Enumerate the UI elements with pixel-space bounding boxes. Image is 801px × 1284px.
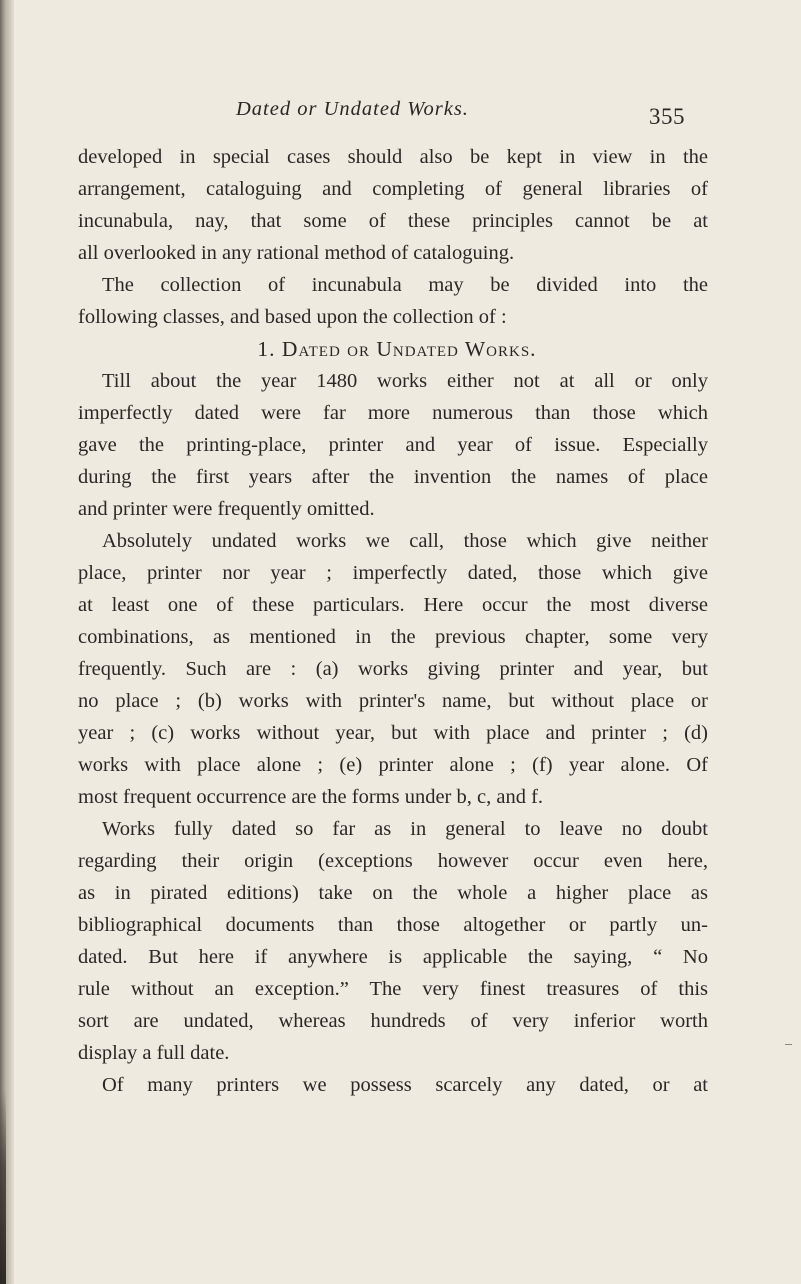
running-head bbox=[0, 98, 801, 128]
text-line: sort are undated, whereas hundreds of very inferior worth bbox=[78, 1010, 708, 1032]
page-number: 355 bbox=[649, 104, 685, 129]
text-line: all overlooked in any rational method of cataloguing. bbox=[78, 242, 515, 264]
text-line: and printer were frequently omitted. bbox=[78, 498, 375, 520]
paragraph-dating-history bbox=[78, 365, 708, 525]
text-line: Of many printers we possess scarcely any dated, or at bbox=[102, 1074, 708, 1096]
running-title: Dated or Undated Works. bbox=[236, 98, 469, 120]
text-line: place, printer nor year ; imperfectly dated, those which give bbox=[78, 562, 708, 584]
text-line: following classes, and based upon the collection of : bbox=[78, 306, 507, 328]
text-line: combinations, as mentioned in the previous chapter, some very bbox=[78, 626, 708, 648]
text-line: gave the printing-place, printer and year of issue. Especially bbox=[78, 434, 708, 456]
margin-mark bbox=[785, 1044, 792, 1045]
paragraph-undated-definitions bbox=[78, 525, 708, 813]
text-line: developed in special cases should also be kept in view in the bbox=[78, 146, 708, 168]
text-line: rule without an exception.” The very finest treasures of this bbox=[78, 978, 708, 1000]
text-line: at least one of these particulars. Here occur the most diverse bbox=[78, 594, 708, 616]
text-line: incunabula, nay, that some of these principles cannot be at bbox=[78, 210, 708, 232]
binding-edge-shadow bbox=[0, 1090, 6, 1284]
text-line: most frequent occurrence are the forms under b, c, and f. bbox=[78, 786, 544, 808]
text-line: dated. But here if anywhere is applicable the saying, “ No bbox=[78, 946, 708, 968]
paragraph-many-printers bbox=[78, 1069, 708, 1101]
text-line: year ; (c) works without year, but with place and printer ; (d) bbox=[78, 722, 708, 744]
text-line: display a full date. bbox=[78, 1042, 230, 1064]
text-line: frequently. Such are : (a) works giving printer and year, but bbox=[78, 658, 708, 680]
text-line: Absolutely undated works we call, those which give neither bbox=[102, 530, 708, 552]
text-line: regarding their origin (exceptions however occur even here, bbox=[78, 850, 708, 872]
text-line: Works fully dated so far as in general to leave no doubt bbox=[102, 818, 708, 840]
paragraph-continued bbox=[78, 141, 708, 269]
text-line: Till about the year 1480 works either not at all or only bbox=[102, 370, 708, 392]
text-line: no place ; (b) works with printer's name, but without place or bbox=[78, 690, 708, 712]
paragraph-fully-dated bbox=[78, 813, 708, 1069]
body-text bbox=[78, 141, 708, 1101]
text-line: during the first years after the invention the names of place bbox=[78, 466, 708, 488]
paragraph-classes-intro bbox=[78, 269, 708, 333]
text-line: bibliographical documents than those altogether or partly un- bbox=[78, 914, 708, 936]
section-heading: 1. Dated or Undated Works. bbox=[257, 337, 537, 361]
text-line: works with place alone ; (e) printer alone ; (f) year alone. Of bbox=[78, 754, 708, 776]
text-line: arrangement, cataloguing and completing of general libraries of bbox=[78, 178, 708, 200]
text-line: as in pirated editions) take on the whole a higher place as bbox=[78, 882, 708, 904]
text-line: The collection of incunabula may be divided into the bbox=[102, 274, 708, 296]
text-line: imperfectly dated were far more numerous than those which bbox=[78, 402, 708, 424]
